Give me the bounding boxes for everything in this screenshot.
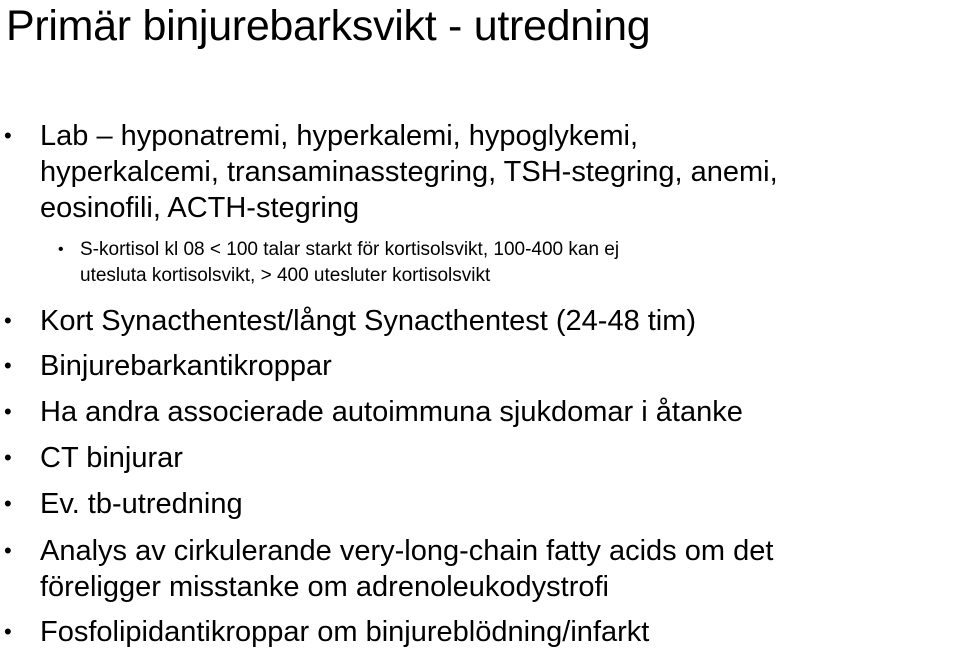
bullet-item-tb-utredning <box>4 486 950 522</box>
bullet-line: föreligger misstanke om adrenoleukodystrofi <box>40 571 609 603</box>
bullet-line: Ev. tb-utredning <box>40 488 243 520</box>
bullet-dot-icon: • <box>4 445 12 470</box>
bullet-item-vlcfa <box>4 533 950 605</box>
bullet-item-synacthentest <box>4 303 950 339</box>
bullet-item-lab <box>4 118 950 226</box>
bullet-dot-icon: • <box>4 123 12 148</box>
bullet-dot-icon: • <box>4 399 12 424</box>
bullet-line: Lab – hyponatremi, hyperkalemi, hypoglykemi, <box>40 120 639 152</box>
bullet-dot-icon: • <box>4 538 12 563</box>
bullet-item-ct-binjurar <box>4 440 950 476</box>
bullet-line: hyperkalcemi, transaminasstegring, TSH-stegring, anemi, <box>40 156 778 188</box>
bullet-line: Ha andra associerade autoimmuna sjukdomar i åtanke <box>40 396 743 428</box>
bullet-item-autoimmuna <box>4 394 950 430</box>
bullet-item-fosfolipidantikroppar <box>4 614 950 650</box>
sub-bullet-item-s-kortisol <box>58 237 960 289</box>
bullet-dot-icon: • <box>4 491 12 516</box>
bullet-dot-icon: • <box>4 353 12 378</box>
bullet-item-binjurebarkantikroppar <box>4 348 950 384</box>
bullet-line: utesluta kortisolsvikt, > 400 utesluter kortisolsvikt <box>80 265 491 286</box>
bullet-dot-icon: • <box>4 619 12 644</box>
bullet-line: Fosfolipidantikroppar om binjureblödning/infarkt <box>40 616 650 648</box>
bullet-line: S-kortisol kl 08 < 100 talar starkt för kortisolsvikt, 100-400 kan ej <box>80 239 620 260</box>
bullet-dot-icon: • <box>4 308 12 333</box>
slide-title: Primär binjurebarksvikt - utredning <box>6 2 651 50</box>
bullet-line: CT binjurar <box>40 442 183 474</box>
bullet-dot-icon: • <box>58 241 64 258</box>
bullet-line: Binjurebarkantikroppar <box>40 350 332 382</box>
bullet-line: eosinofili, ACTH-stegring <box>40 192 360 224</box>
bullet-line: Analys av cirkulerande very-long-chain fatty acids om det <box>40 535 774 567</box>
bullet-line: Kort Synacthentest/långt Synacthentest (24-48 tim) <box>40 305 697 337</box>
